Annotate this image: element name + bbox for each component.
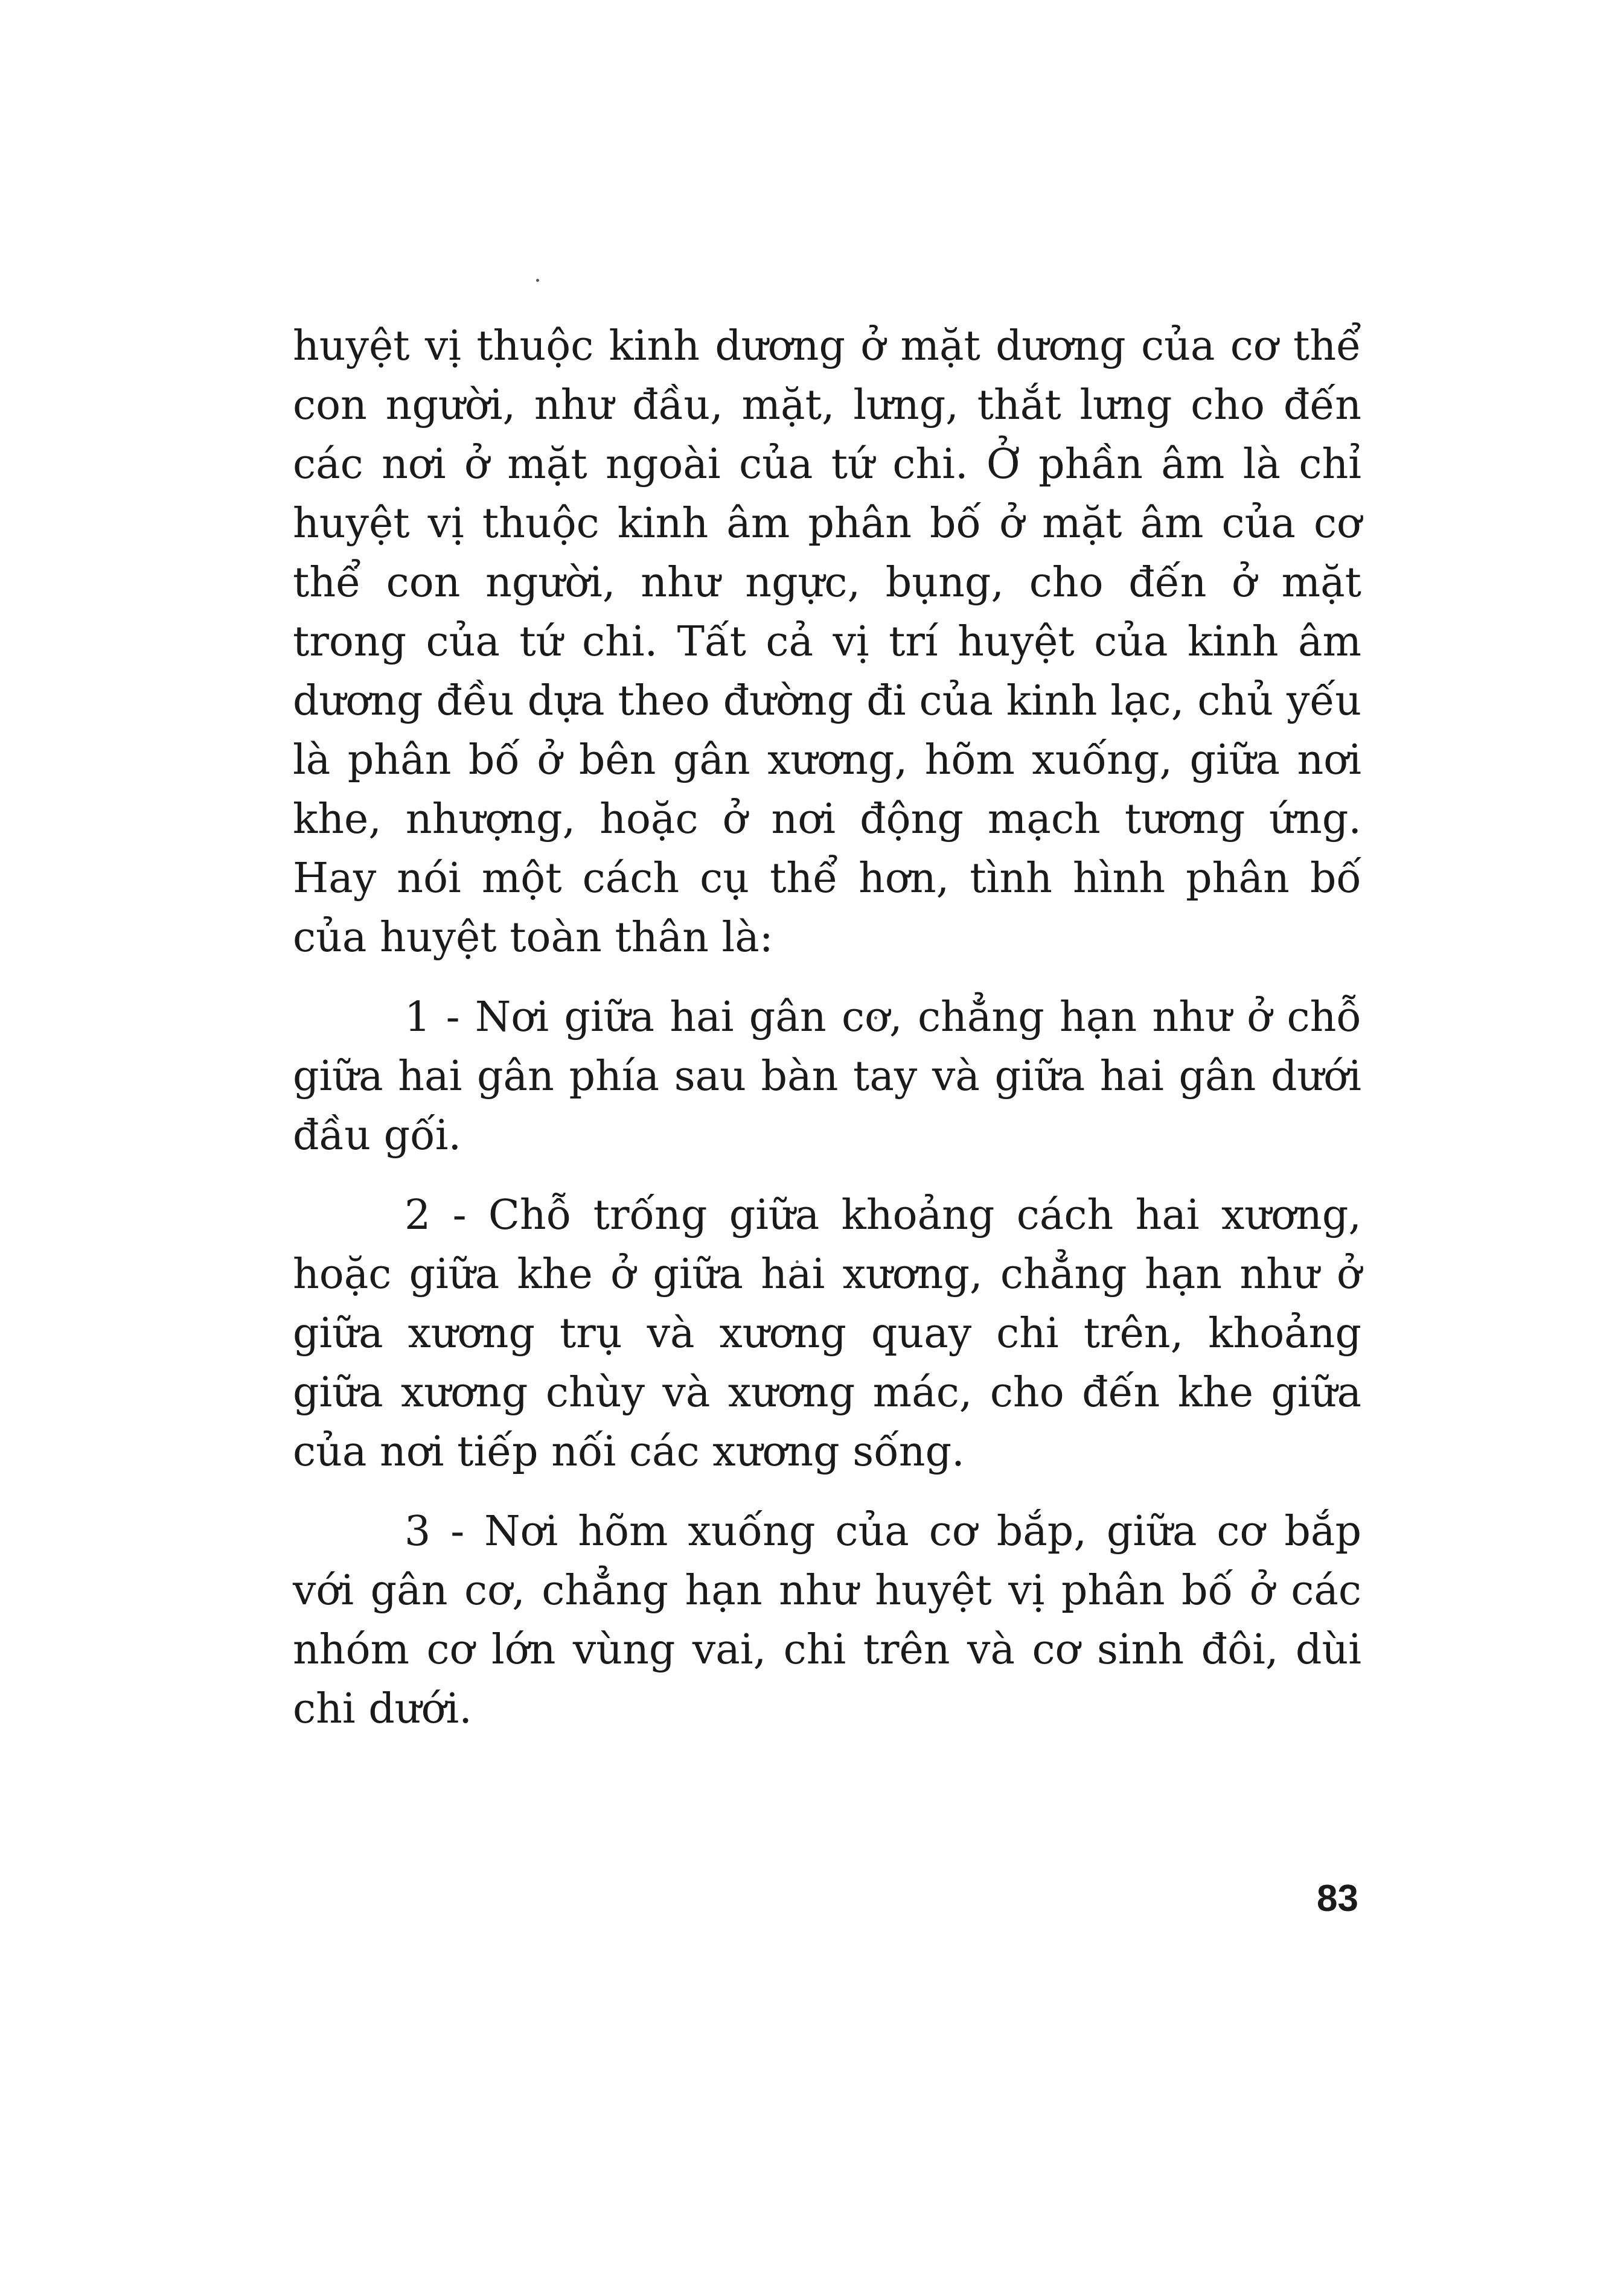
body-text — [293, 317, 1361, 1759]
paragraph-item-2: 2 - Chỗ trống giữa khoảng cách hai xương, hoặc giữa khe ở giữa hai xương, chẳng hạn như ở giữa xương trụ và xương quay chi trên, khoảng giữa xương chùy và xương mác, cho đến khe giữa của nơi tiếp nối các xương sống. — [293, 1191, 1361, 1476]
page-number: 83 — [1317, 1878, 1358, 1919]
paragraph-item-1: 1 - Nơi giữa hai gân cơ, chẳng hạn như ở chỗ giữa hai gân phía sau bàn tay và giữa hai gân dưới đầu gối. — [293, 993, 1361, 1159]
print-speck — [536, 279, 539, 282]
paragraph-intro: huyệt vị thuộc kinh dương ở mặt dương của cơ thể con người, như đầu, mặt, lưng, thắt lưng cho đến các nơi ở mặt ngoài của tứ chi. Ở phần âm là chỉ huyệt vị thuộc kinh âm phân bố ở mặt âm của cơ thể con người, như ngực, bụng, cho đến ở mặt trong của tứ chi. Tất cả vị trí huyệt của kinh âm dương đều dựa theo đường đi của kinh lạc, chủ yếu là phân bố ở bên gân xương, hõm xuống, giữa nơi khe, nhượng, hoặc ở nơi động mạch tương ứng. Hay nói một cách cụ thể hơn, tình hình phân bố của huyệt toàn thân là: — [293, 322, 1361, 961]
paragraph-item-3: 3 - Nơi hõm xuống của cơ bắp, giữa cơ bắp với gân cơ, chẳng hạn như huyệt vị phân bố ở các nhóm cơ lớn vùng vai, chi trên và cơ sinh đôi, dùi chi dưới. — [293, 1508, 1361, 1733]
